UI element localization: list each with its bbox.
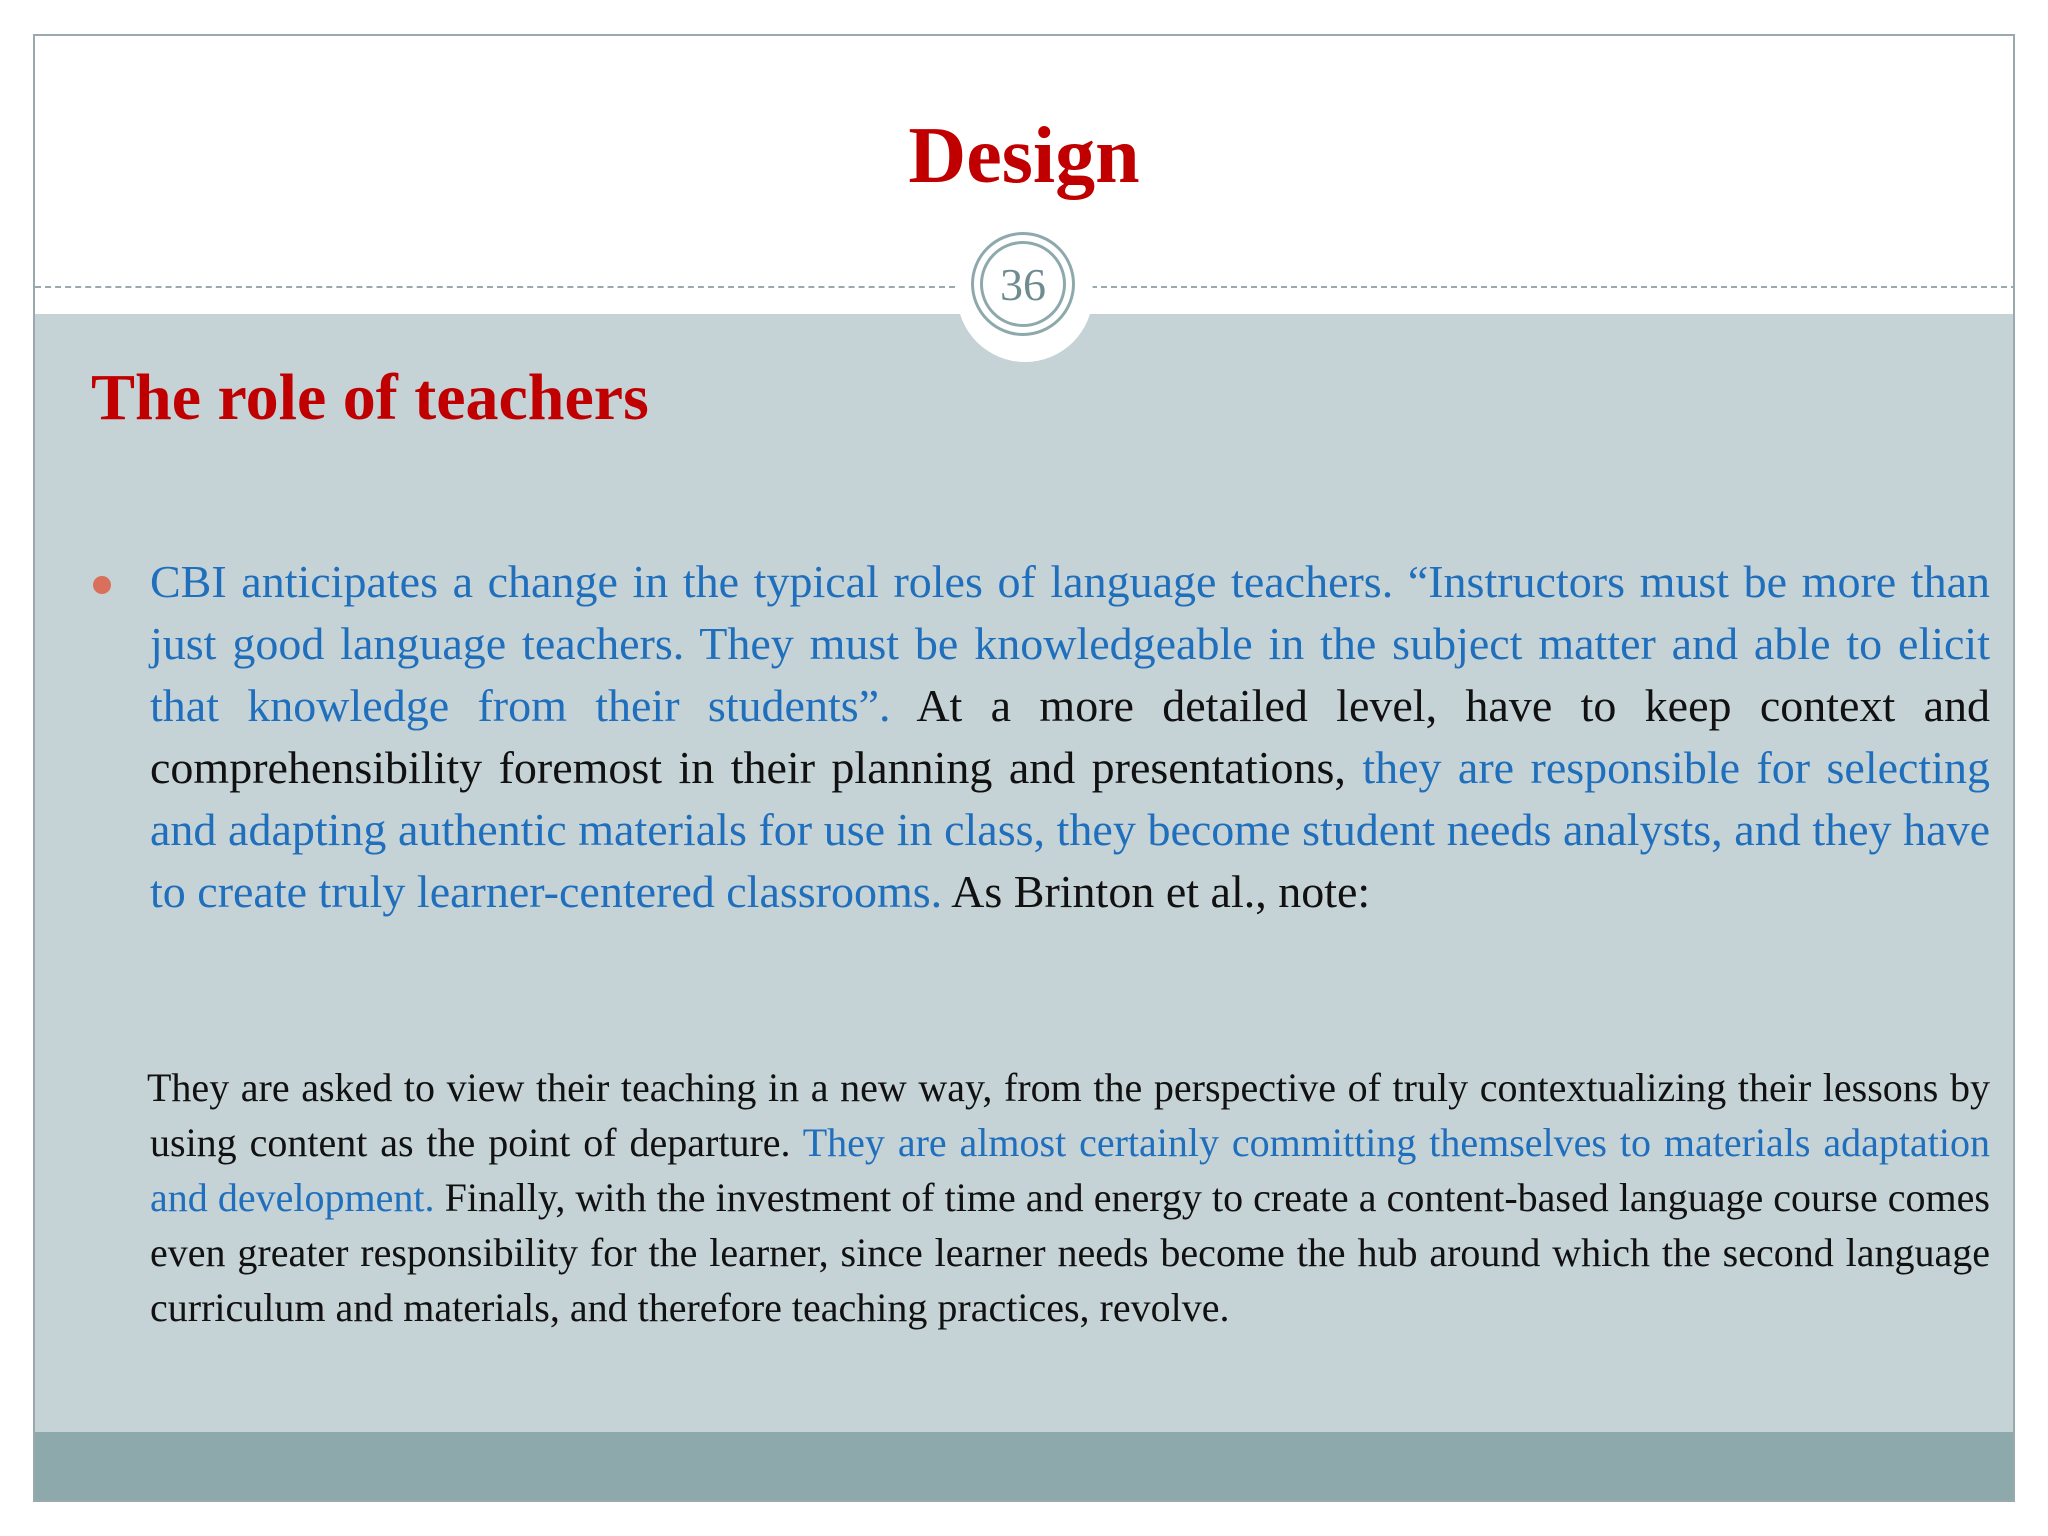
bullet-text-blue-1: CBI anticipates a change in the typical roles of language teachers. “Instructors must be more than just good language teachers. They must be knowledgeable in the subject matter and able to elicit that knowledge from their students”.: [150, 556, 1990, 731]
header-divider-right: [1091, 286, 2015, 288]
bullet-paragraph: [150, 551, 1990, 923]
bullet-dot-icon: [93, 576, 111, 594]
slide-frame: [33, 34, 2015, 1502]
page-number-badge: [971, 232, 1075, 336]
bullet-text-blue-2: they are responsible for selecting and adapting authentic materials for use in class, they become student needs analysts, and they have to create truly learner-centered classrooms.: [150, 742, 1990, 917]
quote-text-blue-1: They are almost certainly committing themselves to materials adaptation and development.: [150, 1120, 1990, 1220]
quote-paragraph: [147, 1060, 1990, 1335]
slide-title: Design: [908, 112, 1140, 200]
page-number: 36: [980, 241, 1066, 327]
header-divider-left: [35, 286, 955, 288]
bullet-text-black-2: As Brinton et al., note:: [942, 866, 1371, 917]
footer-band: [35, 1432, 2013, 1502]
section-heading: The role of teachers: [91, 361, 649, 434]
quote-text-black-2: Finally, with the investment of time and energy to create a content-based language course comes even greater responsibility for the learner, since learner needs become the hub around which the second language curriculum and materials, and therefore teaching practices, revolve.: [150, 1175, 1990, 1330]
bullet-text-black-1: At a more detailed level, have to keep context and comprehensibility foremost in their planning and presentations,: [150, 680, 1990, 793]
quote-text-black-1: They are asked to view their teaching in a new way, from the perspective of truly contextualizing their lessons by using content as the point of departure.: [147, 1065, 1990, 1165]
